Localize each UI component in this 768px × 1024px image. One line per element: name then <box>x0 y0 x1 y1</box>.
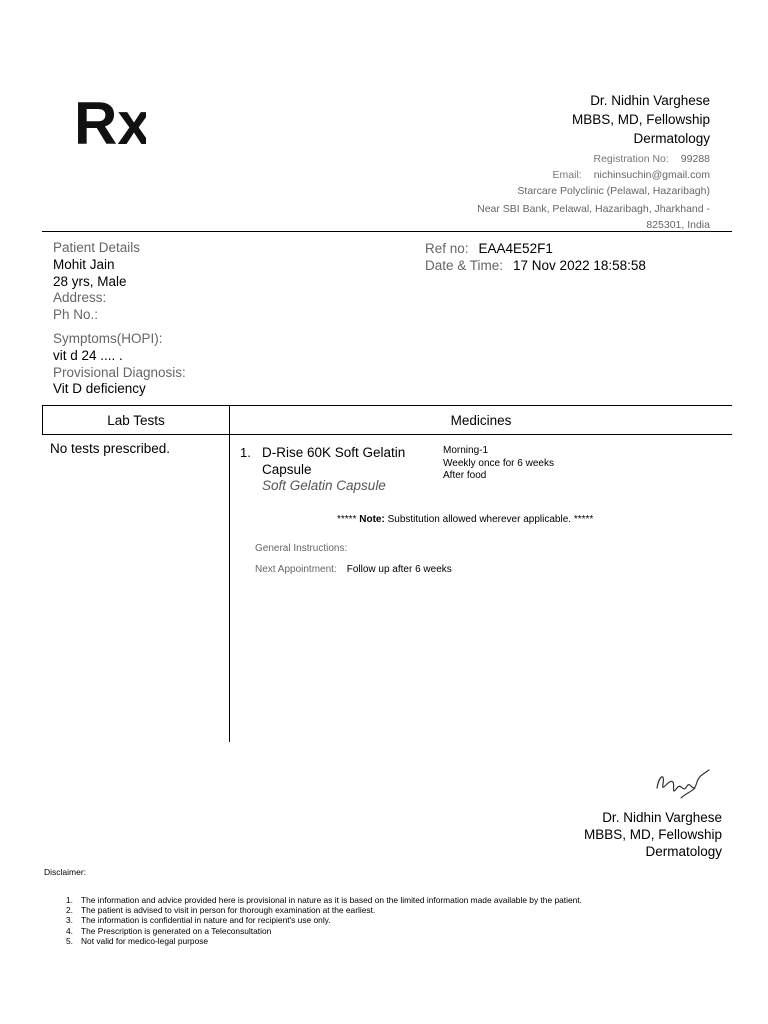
general-instructions-label: General Instructions: <box>255 543 348 554</box>
ref-line <box>425 240 646 257</box>
diagnosis-label: Provisional Diagnosis: <box>53 364 186 380</box>
table-header-border <box>42 434 732 435</box>
next-appointment <box>255 564 452 575</box>
symptoms-value: vit d 24 .... . <box>53 347 123 363</box>
diagnosis-value: Vit D deficiency <box>53 381 146 397</box>
clinic-address-line1: Near SBI Bank, Pelawal, Hazaribagh, Jharkhand - <box>477 203 710 215</box>
registration-label: Registration No: <box>593 153 669 165</box>
registration-line <box>477 151 710 167</box>
disclaimer-item: 5. Not valid for medico-legal purpose <box>66 935 209 946</box>
note-label: Note: <box>359 514 385 525</box>
patient-details <box>53 240 186 398</box>
rx-logo <box>72 84 146 168</box>
doctor-header <box>477 91 710 233</box>
next-appointment-value: Follow up after 6 weeks <box>346 564 452 575</box>
rx-logo-text: Rx <box>74 90 146 157</box>
medicine-number: 1. <box>240 445 251 460</box>
patient-age-gender: 28 yrs, Male <box>53 273 127 289</box>
datetime-value: 17 Nov 2022 18:58:58 <box>513 258 646 273</box>
disclaimer-item: 2. The patient is advised to visit in person for thorough examination at the earliest. <box>66 905 376 916</box>
phone-label: Ph No.: <box>53 307 99 323</box>
medicine-form: Soft Gelatin Capsule <box>262 478 386 493</box>
ref-label: Ref no: <box>425 241 469 256</box>
address-label: Address: <box>53 290 107 306</box>
footer-doctor-name: Dr. Nidhin Varghese <box>602 810 722 825</box>
ref-number: EAA4E52F1 <box>478 241 553 256</box>
email-line <box>477 167 710 183</box>
datetime-label: Date & Time: <box>425 258 504 273</box>
disclaimer-item: 4. The Prescription is generated on a Teleconsultation <box>66 925 272 936</box>
medicine-name: D-Rise 60K Soft Gelatin Capsule <box>262 445 406 477</box>
clinic-name: Starcare Polyclinic (Pelawal, Hazaribagh) <box>517 185 710 197</box>
note-text: Substitution allowed wherever applicable. <box>387 514 572 525</box>
registration-number: 99288 <box>680 153 710 165</box>
next-appointment-label: Next Appointment: <box>255 564 337 575</box>
doctor-qualification: MBBS, MD, Fellowship <box>571 112 710 127</box>
note-prefix: ***** <box>337 514 357 525</box>
footer-qualification: MBBS, MD, Fellowship <box>583 827 722 842</box>
reference-block <box>425 240 646 274</box>
doctor-name: Dr. Nidhin Varghese <box>590 93 710 108</box>
clinic-address-line2: 825301, India <box>646 219 710 231</box>
footer-specialty: Dermatology <box>645 844 722 859</box>
patient-section-label: Patient Details <box>53 240 141 255</box>
header-divider <box>42 231 732 232</box>
table-top-border <box>42 405 732 406</box>
patient-name: Mohit Jain <box>53 256 115 272</box>
medicines-header: Medicines <box>450 413 512 428</box>
disclaimer-list <box>66 895 582 946</box>
disclaimer-item: 3. The information is confidential in nature and for recipient's use only. <box>66 915 331 926</box>
doctor-signature <box>651 758 717 808</box>
symptoms-label: Symptoms(HOPI): <box>53 330 163 346</box>
email-label: Email: <box>552 169 582 181</box>
doctor-specialty: Dermatology <box>633 131 710 146</box>
datetime-line <box>425 257 646 274</box>
lab-tests-body: No tests prescribed. <box>50 441 171 456</box>
medicine-timing: After food <box>443 470 487 482</box>
disclaimer-item: 1. The information and advice provided here is provisional in nature as it is based on the limited information made available by the patient. <box>66 895 582 905</box>
substitution-note <box>337 514 593 525</box>
lab-tests-header: Lab Tests <box>107 413 165 428</box>
email-value: nichinsuchin@gmail.com <box>593 169 710 181</box>
medicine-dose: Morning-1 <box>443 445 489 456</box>
disclaimer-title: Disclaimer: <box>44 867 87 877</box>
medicine-dosage <box>443 445 554 483</box>
medicine-frequency: Weekly once for 6 weeks <box>443 457 554 469</box>
footer-signature-block <box>584 809 722 860</box>
table-column-divider <box>229 405 230 742</box>
note-suffix: ***** <box>573 514 594 525</box>
